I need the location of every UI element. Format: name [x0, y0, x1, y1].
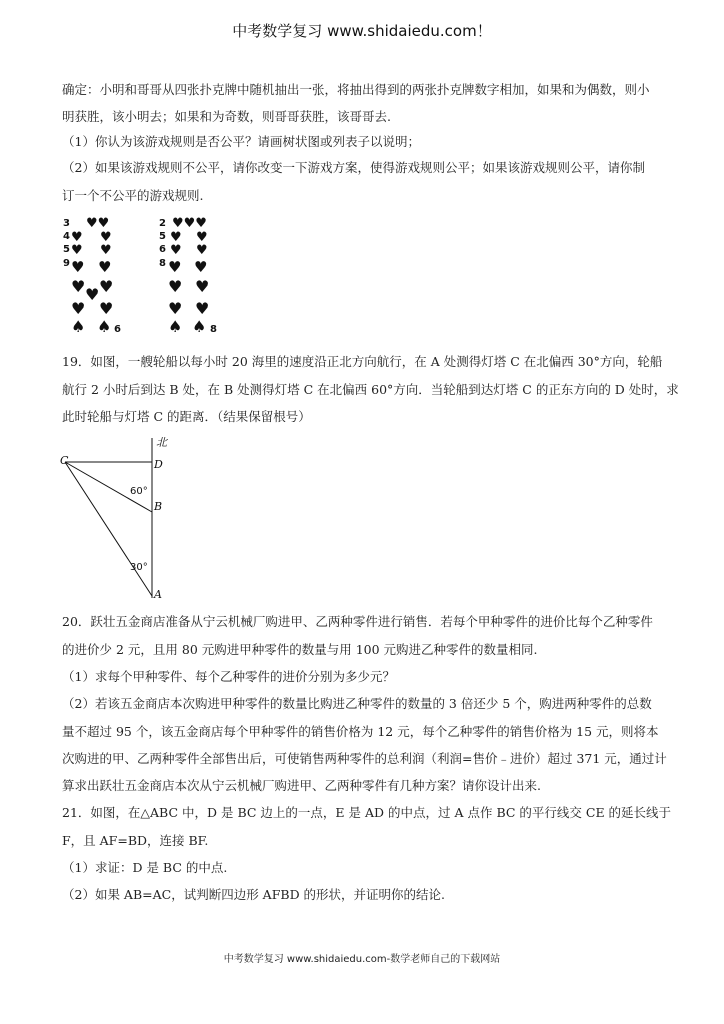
text-line: 19．如图，一艘轮船以每小时 20 海里的速度沿正北方向航行，在 A 处测得灯塔 C 在北偏西 30°方向，轮船 [62, 354, 663, 369]
text-line: 的进价少 2 元，且用 80 元购进甲种零件的数量与用 100 元购进乙种零件的数量相同. [62, 642, 538, 657]
text-line: 订一个不公平的游戏规则. [62, 188, 204, 203]
heart-icon: ♥ [98, 258, 112, 276]
heart-icon: ♠ [71, 317, 86, 334]
text-line: 量不超过 95 个，该五金商店每个甲种零件的销售价格为 12 元，每个乙种零件的销售价格为 15 元，则将本 [62, 724, 659, 739]
heart-icon: ♥♥ [86, 216, 110, 231]
heart-icon: ♠ [97, 317, 112, 334]
card-corner-rank: 8 [210, 324, 217, 334]
heart-icon: ♥ [195, 277, 210, 296]
text-line: （2）如果该游戏规则不公平，请你改变一下游戏方案，使得游戏规则公平；如果该游戏规则公平，请你制 [62, 160, 645, 175]
card-rank: 8 [159, 258, 166, 269]
heart-icon: ♥ [71, 299, 86, 318]
heart-icon: ♥ [71, 277, 86, 296]
text-line: （2）若该五金商店本次购进甲种零件的数量比购进乙种零件的数量的 3 倍还少 5 个，购进两种零件的总数 [62, 696, 652, 711]
point-b-label: B [154, 500, 163, 513]
card-corner-rank: 6 [114, 324, 121, 334]
text-line: 航行 2 小时后到达 B 处，在 B 处测得灯塔 C 在北偏西 60°方向．当轮船到达灯塔 C 的正东方向的 D 处时，求 [62, 382, 679, 397]
card-rank: 4 [63, 231, 70, 242]
heart-icon: ♥ [100, 243, 112, 258]
point-a-label: A [154, 588, 162, 601]
north-label: 北 [156, 436, 167, 449]
text-line: 21．如图，在△ABC 中，D 是 BC 边上的一点，E 是 AD 的中点，过 A 点作 BC 的平行线交 CE 的延长线于 [62, 805, 672, 820]
text-line: 此时轮船与灯塔 C 的距离．（结果保留根号） [62, 409, 311, 424]
card-rank: 3 [63, 218, 70, 229]
heart-icon: ♥ [195, 299, 210, 318]
card-rank: 9 [63, 258, 70, 269]
card-rank: 5 [159, 231, 166, 242]
heart-icon: ♥ [100, 230, 112, 245]
page-header: 中考数学复习 www.shidaiedu.com！ [232, 22, 492, 40]
text-line: F，且 AF=BD，连接 BF. [62, 833, 209, 848]
heart-icon: ♥ [168, 299, 183, 318]
text-line: （1）求每个甲种零件、每个乙种零件的进价分别为多少元？ [62, 669, 395, 684]
playing-card-1 [62, 216, 122, 334]
text-line: 20．跃壮五金商店准备从宁云机械厂购进甲、乙两种零件进行销售．若每个甲种零件的进价比每个乙种零件 [62, 614, 653, 629]
heart-icon: ♥ [71, 243, 83, 258]
playing-card-2 [158, 216, 218, 334]
heart-icon: ♥ [196, 243, 208, 258]
text-line: 次购进的甲、乙两种零件全部售出后，可使销售两种零件的总利润（利润=售价﹣进价）超过 371 元，通过计 [62, 751, 667, 766]
text-line: 算求出跃壮五金商店本次从宁云机械厂购进甲、乙两种零件有几种方案？请你设计出来. [62, 778, 541, 793]
text-line: 确定：小明和哥哥从四张扑克牌中随机抽出一张，将抽出得到的两张扑克牌数字相加，如果和为偶数，则小 [62, 82, 650, 97]
heart-icon: ♥ [71, 230, 83, 245]
heart-icon: ♥ [99, 277, 114, 296]
point-d-label: D [154, 458, 163, 471]
navigation-figure [60, 434, 180, 602]
heart-icon: ♥ [194, 258, 208, 276]
heart-icon: ♠ [168, 317, 183, 334]
page-footer: 中考数学复习 www.shidaiedu.com-数学老师自己的下载网站 [223, 954, 501, 965]
heart-icon: ♥ [168, 258, 182, 276]
card-rank: 6 [159, 244, 166, 255]
card-rank: 2 [159, 218, 166, 229]
angle-60-label: 60° [130, 486, 148, 497]
text-line: （2）如果 AB=AC，试判断四边形 AFBD 的形状，并证明你的结论. [62, 887, 446, 902]
text-line: （1）你认为该游戏规则是否公平？请画树状图或列表子以说明； [62, 134, 420, 149]
point-c-label: C [60, 454, 69, 467]
heart-icon: ♥ [196, 230, 208, 245]
heart-icon: ♠ [192, 317, 207, 334]
heart-icon: ♥ [99, 299, 114, 318]
angle-30-label: 30° [130, 562, 148, 573]
heart-icon: ♥ [168, 277, 183, 296]
text-line: （1）求证：D 是 BC 的中点. [62, 860, 228, 875]
heart-icon: ♥♥♥ [172, 216, 207, 231]
segment-ca [65, 462, 152, 596]
heart-icon: ♥ [85, 285, 100, 304]
heart-icon: ♥ [170, 230, 182, 245]
card-rank: 5 [63, 244, 70, 255]
heart-icon: ♥ [71, 258, 85, 276]
text-line: 明获胜，该小明去；如果和为奇数，则哥哥获胜，该哥哥去. [62, 109, 391, 124]
heart-icon: ♥ [170, 243, 182, 258]
